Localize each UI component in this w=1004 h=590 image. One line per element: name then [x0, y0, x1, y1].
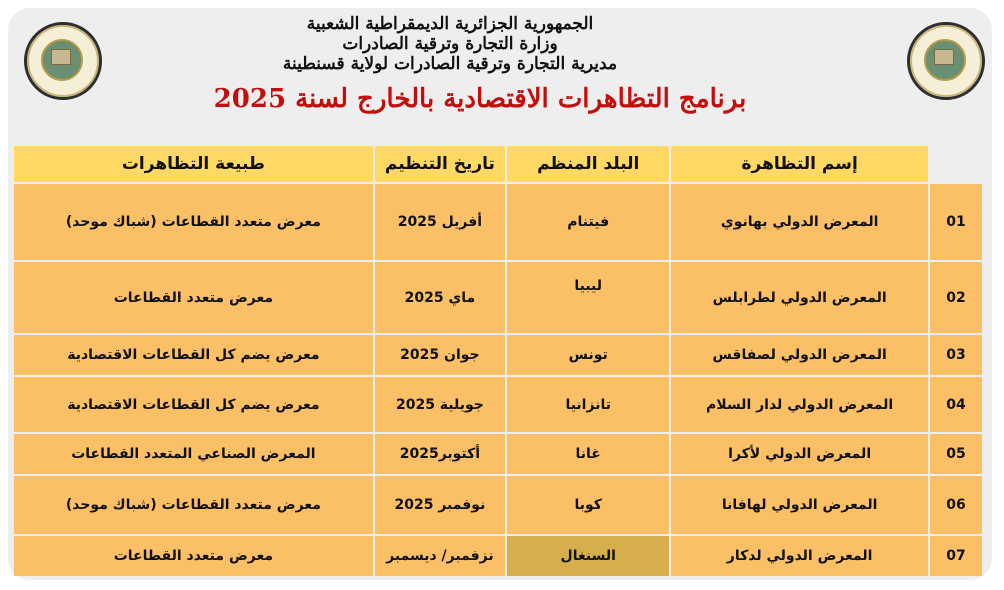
seal-building — [934, 49, 954, 65]
row-number: 05 — [930, 434, 982, 474]
event-date: ماي 2025 — [375, 262, 505, 333]
event-nature: معرض يضم كل القطاعات الاقتصادية — [14, 377, 373, 432]
event-country: ليبيا — [507, 262, 669, 333]
event-nature: المعرض الصناعي المتعدد القطاعات — [14, 434, 373, 474]
letterhead-line-ministry: وزارة التجارة وترقية الصادرات — [342, 34, 558, 54]
event-date: نوفمبر 2025 — [375, 476, 505, 534]
header-country: البلد المنظم — [507, 146, 669, 182]
event-country: تونس — [507, 335, 669, 375]
event-nature: معرض متعدد القطاعات — [14, 536, 373, 576]
event-country: كوبا — [507, 476, 669, 534]
header-event-name: إسم التظاهرة — [671, 146, 928, 182]
header-date: تاريخ التنظيم — [375, 146, 505, 182]
event-name: المعرض الدولي لدكار — [671, 536, 928, 576]
event-name: المعرض الدولي لأكرا — [671, 434, 928, 474]
table-header-row — [14, 146, 982, 182]
event-date: أفريل 2025 — [375, 184, 505, 260]
event-nature: معرض يضم كل القطاعات الاقتصادية — [14, 335, 373, 375]
header-number — [930, 146, 982, 182]
row-number: 01 — [930, 184, 982, 260]
event-nature: معرض متعدد القطاعات (شباك موحد) — [14, 476, 373, 534]
event-name: المعرض الدولي بهانوي — [671, 184, 928, 260]
event-country: تانزانيا — [507, 377, 669, 432]
event-nature: معرض متعدد القطاعات — [14, 262, 373, 333]
row-number: 04 — [930, 377, 982, 432]
row-number: 02 — [930, 262, 982, 333]
table-row — [14, 335, 982, 375]
table-row — [14, 536, 982, 576]
letterhead-line-directorate: مديرية التجارة وترقية الصادرات لولاية قسنطينة — [282, 54, 618, 74]
header-nature: طبيعة التظاهرات — [14, 146, 373, 182]
events-table — [12, 144, 984, 578]
event-date: أكتوبر2025 — [375, 434, 505, 474]
letterhead-line-republic: الجمهورية الجزائرية الديمقراطية الشعبية — [306, 14, 594, 34]
event-name: المعرض الدولي لهافانا — [671, 476, 928, 534]
table-row — [14, 262, 982, 333]
seal-building — [51, 49, 71, 65]
table-row — [14, 476, 982, 534]
table-row — [14, 184, 982, 260]
ministry-seal-icon — [907, 22, 985, 100]
letterhead — [250, 14, 650, 74]
event-nature: معرض متعدد القطاعات (شباك موحد) — [14, 184, 373, 260]
event-country: السنغال — [507, 536, 669, 576]
event-name: المعرض الدولي لدار السلام — [671, 377, 928, 432]
event-name: المعرض الدولي لطرابلس — [671, 262, 928, 333]
table-row — [14, 434, 982, 474]
row-number: 06 — [930, 476, 982, 534]
page-title: برنامج التظاهرات الاقتصادية بالخارج لسنة 2025 — [213, 84, 747, 114]
event-country: غانا — [507, 434, 669, 474]
event-country: فيتنام — [507, 184, 669, 260]
event-date: جوان 2025 — [375, 335, 505, 375]
event-name: المعرض الدولي لصفاقس — [671, 335, 928, 375]
row-number: 03 — [930, 335, 982, 375]
event-date: جويلية 2025 — [375, 377, 505, 432]
row-number: 07 — [930, 536, 982, 576]
event-date: نزفمبر/ ديسمبر — [375, 536, 505, 576]
table-row — [14, 377, 982, 432]
ministry-seal-icon — [24, 22, 102, 100]
